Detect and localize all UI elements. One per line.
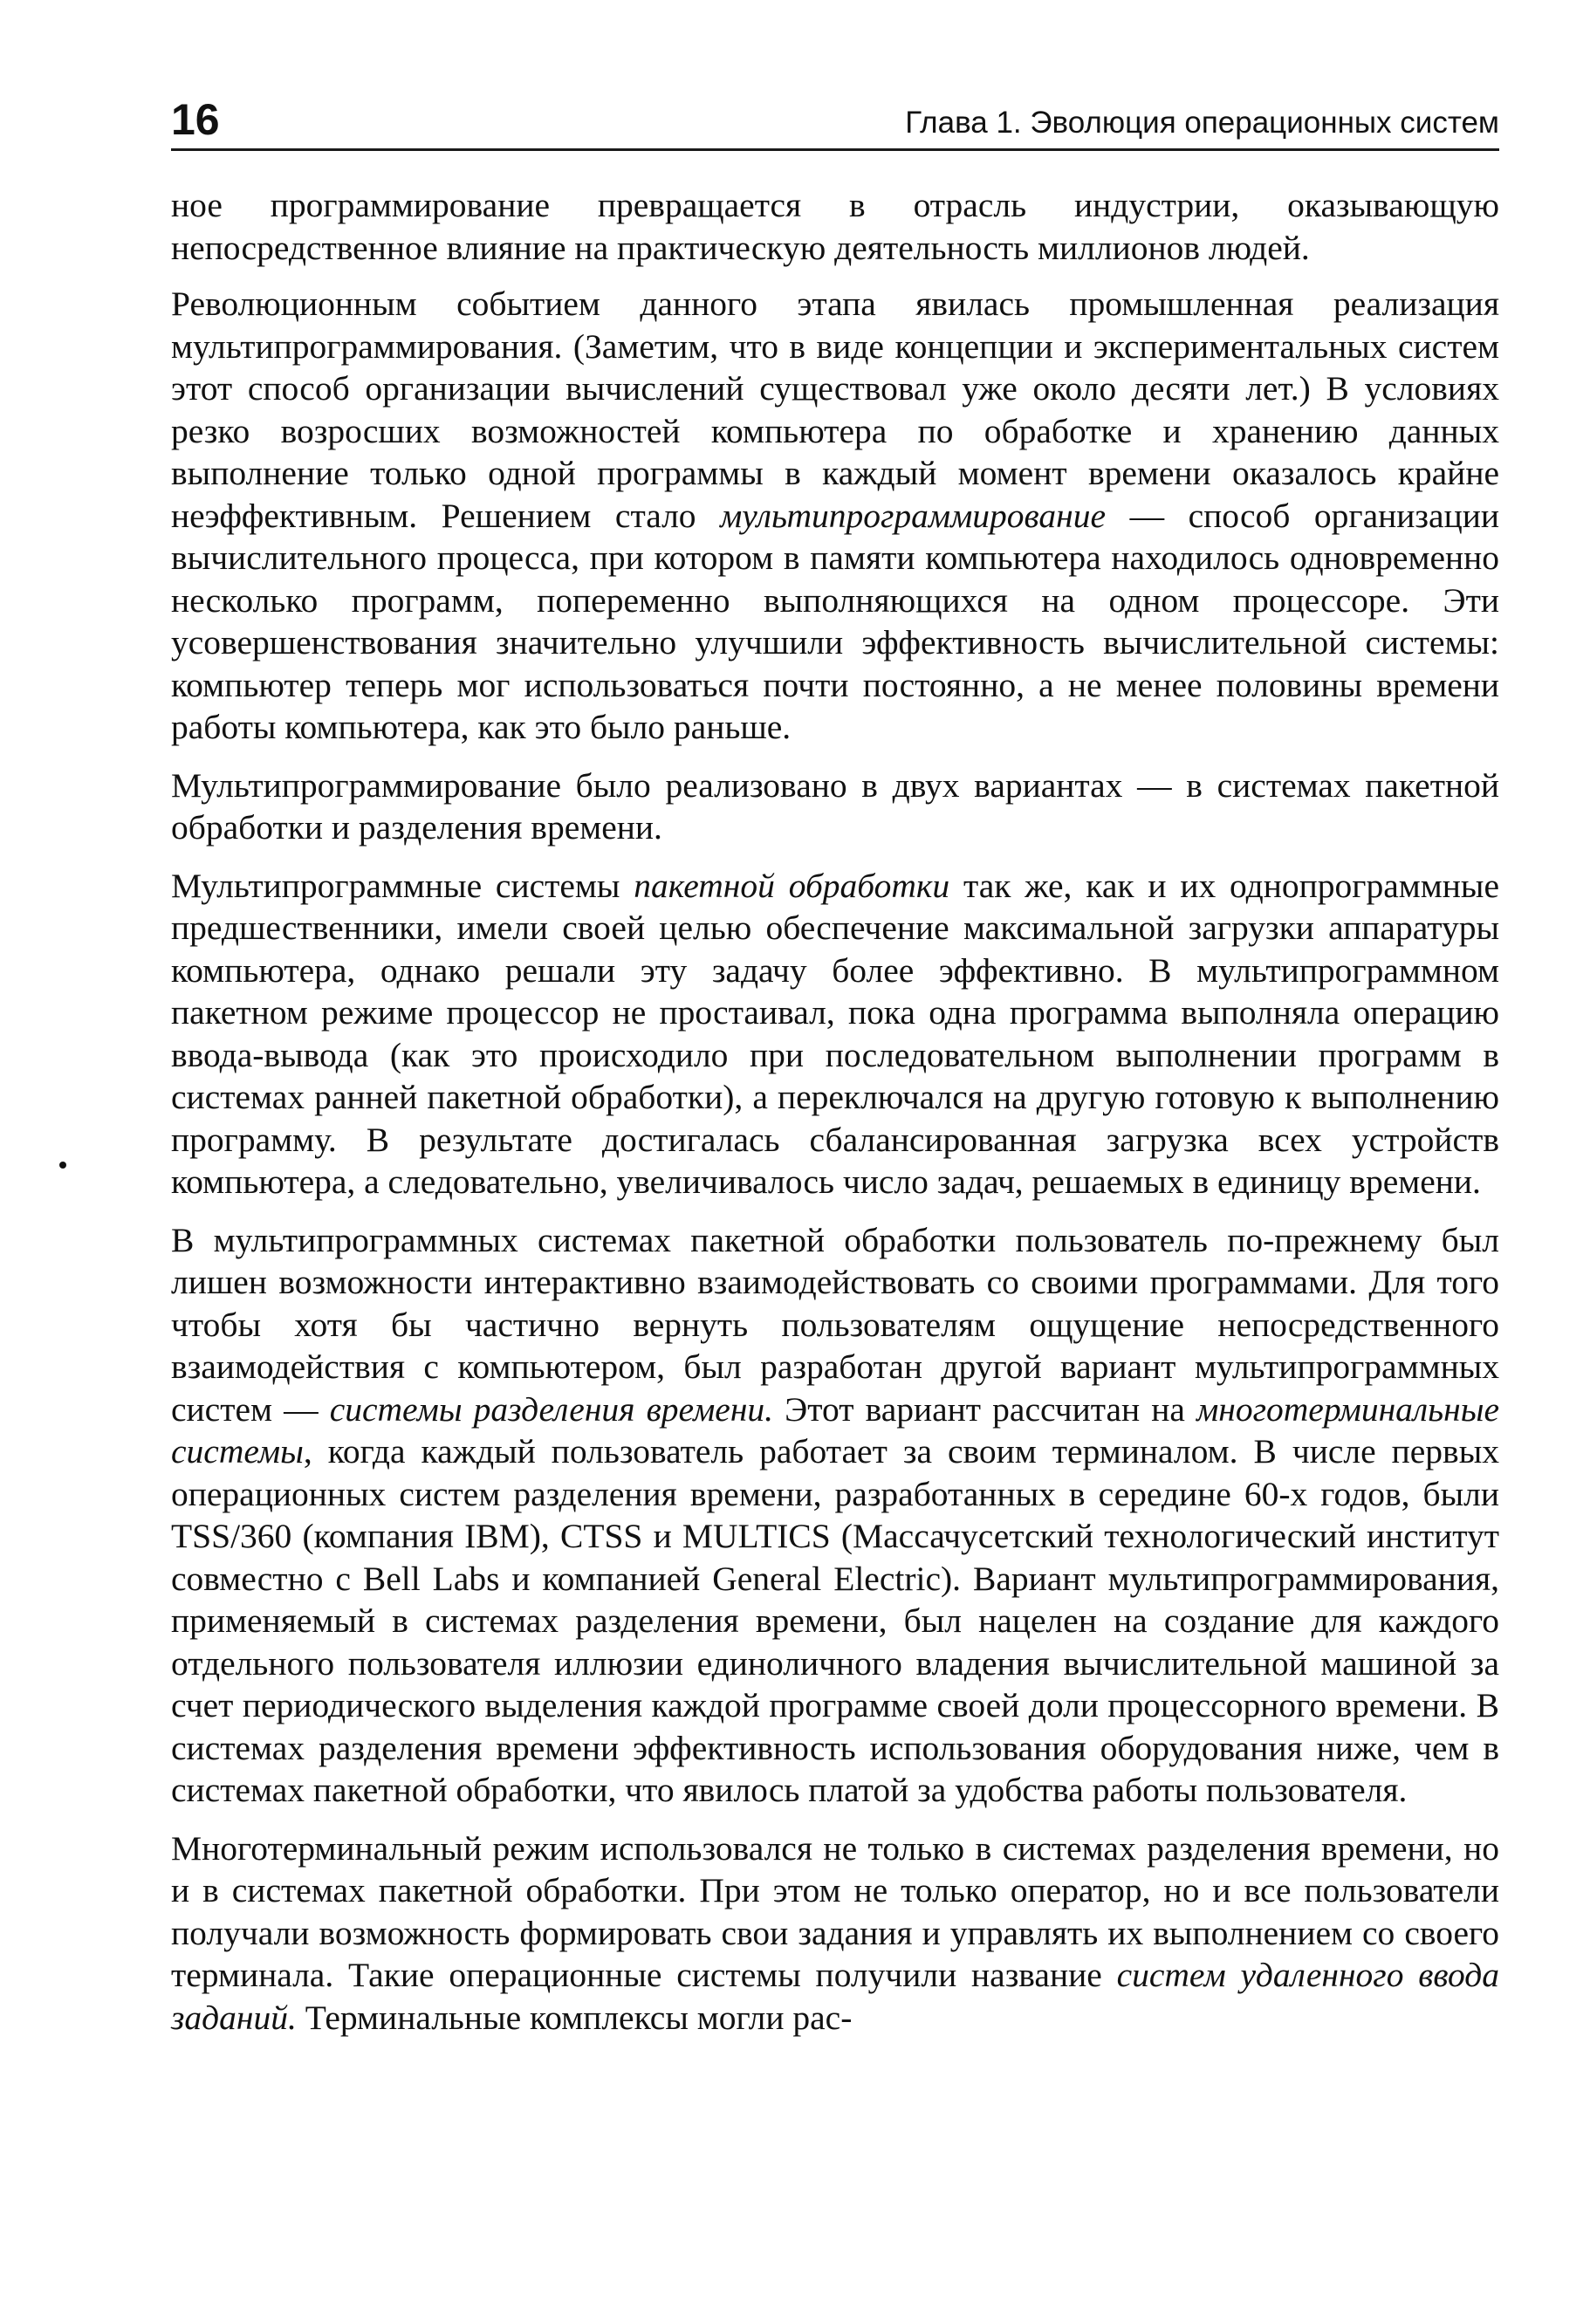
- text-segment: Мультипрограммные системы: [171, 866, 634, 905]
- paragraph: [171, 1827, 1499, 2039]
- text-segment: ное программирование превращается в отрасль индустрии, оказывающую непосредственное влияние на практическую деятельность миллионов людей.: [171, 186, 1499, 267]
- text-segment: Многотерминальный режим использовался не только в системах разделения времени, но и в системах пакетной обработки. При этом не только оператор, но и все пользователи получали возможность формировать свои задания и управлять их выполнением со своего терминала. Такие операционные системы получили название: [171, 1828, 1499, 1994]
- margin-bullet-mark: [59, 1162, 66, 1169]
- paragraph: [171, 764, 1499, 849]
- text-segment: Мультипрограммирование было реализовано в двух вариантах — в системах пакетной обработки и разделения времени.: [171, 765, 1499, 847]
- term-emphasis: многотерминальные системы: [171, 1389, 1499, 1470]
- paragraph: [171, 865, 1499, 1203]
- paragraph: [171, 1219, 1499, 1812]
- book-page: [171, 87, 1499, 2054]
- paragraph: [171, 283, 1499, 749]
- term-emphasis: системы разделения времени.: [329, 1389, 774, 1429]
- term-emphasis: мультипрограммирование: [720, 496, 1107, 535]
- text-segment: Этот вариант рассчитан на: [773, 1389, 1197, 1429]
- term-emphasis: пакетной обработки: [634, 866, 950, 905]
- page-number: 16: [171, 95, 220, 144]
- text-segment: так же, как и их однопрограммные предшественники, имели своей целью обеспечение максимальной загрузки аппаратуры компьютера, однако решали эту задачу более эффективно. В мультипрограммном пакетном режиме процессор не простаивал, пока одна программа выполняла операцию ввода-вывода (как это происходило при последовательном выполнении программ в системах ранней пакетной обработки), а переключался на другую готовую к выполнению программу. В результате достигалась сбалансированная загрузка всех устройств компьютера, а следовательно, увеличивалось число задач, решаемых в единицу времени.: [171, 866, 1499, 1201]
- text-segment: Революционным событием данного этапа явилась промышленная реализация мультипрограммирования. (Заметим, что в виде концепции и экспериментальных систем этот способ организации вычислений существовал уже около десяти лет.) В условиях резко возросших возможностей компьютера по обработке и хранению данных выполнение только одной программы в каждый момент времени оказалось крайне неэффективным. Решением стало: [171, 285, 1499, 535]
- running-header: [171, 87, 1499, 151]
- chapter-title: Глава 1. Эволюция операционных систем: [905, 106, 1499, 140]
- paragraph: [171, 184, 1499, 269]
- text-segment: Терминальные комплексы могли рас-: [296, 1998, 853, 2037]
- text-segment: В мультипрограммных системах пакетной обработки пользователь по-прежнему был лишен возможности интерактивно взаимодействовать со своими программами. Для того чтобы хотя бы частично вернуть пользователям ощущение непосредственного взаимодействия с компьютером, был разработан другой вариант мультипрограммных систем —: [171, 1220, 1499, 1429]
- text-segment: , когда каждый пользователь работает за своим терминалом. В числе первых операционных систем разделения времени, разработанных в середине 60-х годов, были TSS/360 (компания IBM), CTSS и MULTICS (Массачусетский технологический институт совместно с Bell Labs и компанией General Electric). Вариант мультипрограммирования, применяемый в системах разделения времени, был нацелен на создание для каждого отдельного пользователя иллюзии единоличного владения вычислительной машиной за счет периодического выделения каждой программе своей доли процессорного времени. В системах разделения времени эффективность использования оборудования ниже, чем в системах пакетной обработки, что явилось платой за удобства работы пользователя.: [171, 1432, 1499, 1809]
- term-emphasis: систем удаленного ввода заданий.: [171, 1956, 1499, 2037]
- page-body: [171, 184, 1499, 2039]
- text-segment: — способ организации вычислительного процесса, при котором в памяти компьютера находилось одновременно несколько программ, попеременно выполняющихся на одном процессоре. Эти усовершенствования значительно улучшили эффективность вычислительной системы: компьютер теперь мог использоваться почти постоянно, а не менее половины времени работы компьютера, как это было раньше.: [171, 496, 1499, 746]
